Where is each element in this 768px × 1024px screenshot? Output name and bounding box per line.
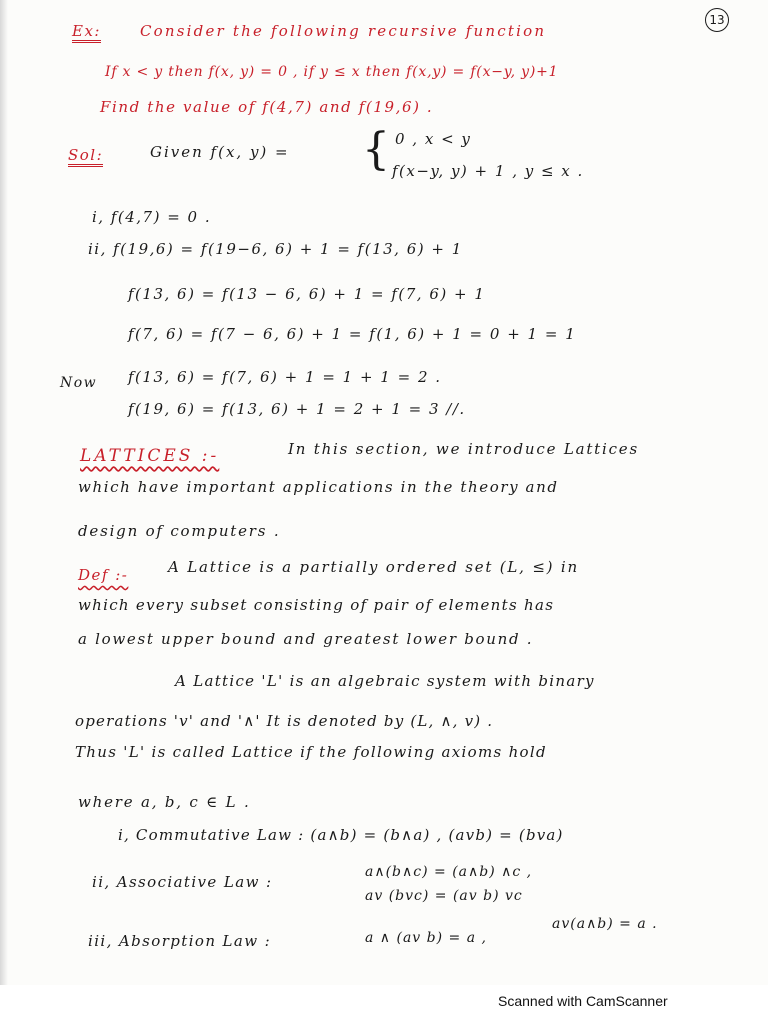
page-edge-shadow bbox=[0, 0, 8, 985]
def-label: Def :- bbox=[78, 566, 129, 584]
sol-step-5: f(13, 6) = f(7, 6) + 1 = 1 + 1 = 2 . bbox=[128, 368, 442, 386]
lattices-intro-1: In this section, we introduce Lattices bbox=[288, 440, 639, 458]
sol-step-2: ii, f(19,6) = f(19−6, 6) + 1 = f(13, 6) + 1 bbox=[88, 240, 463, 258]
ex-line-2: If x < y then f(x, y) = 0 , if y ≤ x then f(x,y) = f(x−y, y)+1 bbox=[105, 64, 559, 80]
camscanner-watermark: Scanned with CamScanner bbox=[498, 993, 668, 1009]
absorption-law-1: a ∧ (av b) = a , bbox=[365, 930, 487, 946]
sol-step-3: f(13, 6) = f(13 − 6, 6) + 1 = f(7, 6) + 1 bbox=[128, 285, 486, 303]
associative-law-1: a∧(b∧c) = (a∧b) ∧c , bbox=[365, 864, 533, 880]
absorption-law-label: iii, Absorption Law : bbox=[88, 932, 272, 950]
def-line-3: a lowest upper bound and greatest lower bound . bbox=[78, 630, 534, 648]
ex-line-3: Find the value of f(4,7) and f(19,6) . bbox=[100, 98, 434, 116]
lattices-intro-3: design of computers . bbox=[78, 522, 281, 540]
def-line-2: which every subset consisting of pair of elements has bbox=[78, 596, 555, 614]
sol-label: Sol: bbox=[68, 146, 103, 167]
sol-given: Given f(x, y) = bbox=[150, 143, 290, 161]
commutative-law: i, Commutative Law : (a∧b) = (b∧a) , (avb) = (bva) bbox=[118, 826, 564, 844]
sol-step-4: f(7, 6) = f(7 − 6, 6) + 1 = f(1, 6) + 1 = 0 + 1 = 1 bbox=[128, 325, 577, 343]
piecewise-brace: { bbox=[362, 124, 390, 175]
algebraic-line-1: A Lattice 'L' is an algebraic system with binary bbox=[175, 672, 595, 690]
page-number-badge: 13 bbox=[705, 8, 729, 32]
associative-law-2: av (bvc) = (av b) vc bbox=[365, 888, 523, 904]
sol-step-1: i, f(4,7) = 0 . bbox=[92, 208, 212, 226]
ex-line-1: Consider the following recursive function bbox=[140, 22, 547, 40]
algebraic-line-3: Thus 'L' is called Lattice if the following axioms hold bbox=[75, 743, 547, 761]
sol-case-1: 0 , x < y bbox=[395, 130, 472, 148]
algebraic-line-4: where a, b, c ∈ L . bbox=[78, 793, 251, 811]
associative-law-label: ii, Associative Law : bbox=[92, 873, 273, 891]
def-line-1: A Lattice is a partially ordered set (L, ≤) in bbox=[168, 558, 579, 576]
lattices-heading: LATTICES :- bbox=[80, 446, 220, 466]
algebraic-line-2: operations 'v' and '∧' It is denoted by (L, ∧, v) . bbox=[75, 712, 494, 730]
ex-label: Ex: bbox=[72, 22, 101, 43]
sol-case-2: f(x−y, y) + 1 , y ≤ x . bbox=[392, 162, 584, 180]
lattices-intro-2: which have important applications in the theory and bbox=[78, 478, 559, 496]
sol-step-6: f(19, 6) = f(13, 6) + 1 = 2 + 1 = 3 //. bbox=[128, 400, 466, 418]
sol-now-label: Now bbox=[60, 375, 98, 391]
absorption-law-2: av(a∧b) = a . bbox=[552, 916, 658, 932]
